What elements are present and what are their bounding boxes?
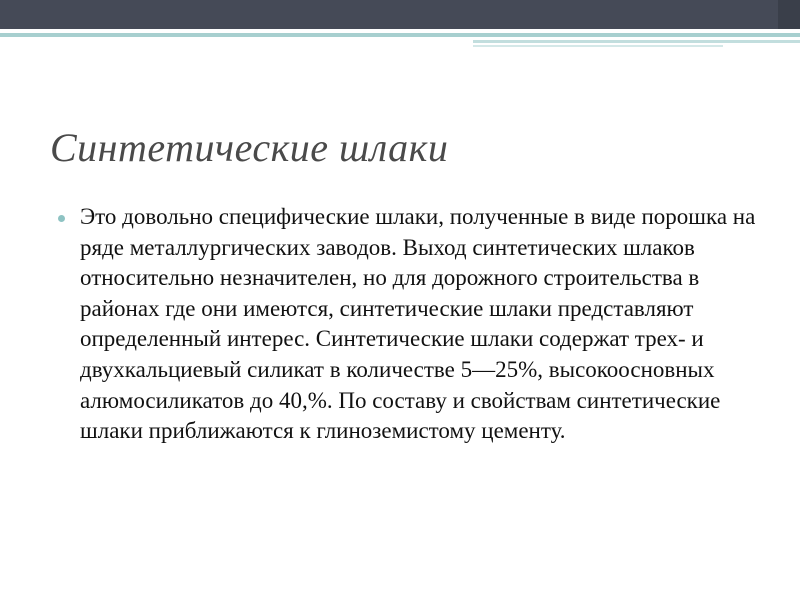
slide-title: Синтетические шлаки: [50, 125, 449, 170]
bullet-item: [58, 202, 768, 447]
header-bar-end: [778, 0, 800, 29]
bullet-dot-icon: [58, 215, 65, 222]
bullet-text: Это довольно специфические шлаки, полученные в виде порошка на ряде металлургических заводов. Выход синтетических шлаков относительно незначителен, но для дорожного строительства в районах где они имеются, синтетические шлаки представляют определенный интерес. Синтетические шлаки содержат трех- и двухкальциевый силикат в количестве 5—25%, высокоосновных алюмосиликатов до 40,%. По составу и свойствам синтетические шлаки приближаются к глиноземистому цементу.: [80, 204, 756, 444]
slide-content: [58, 202, 768, 447]
header-bar: [0, 0, 778, 29]
accent-line: [0, 33, 800, 37]
accent-line-short: [473, 40, 800, 43]
accent-line-shorter: [473, 45, 723, 47]
